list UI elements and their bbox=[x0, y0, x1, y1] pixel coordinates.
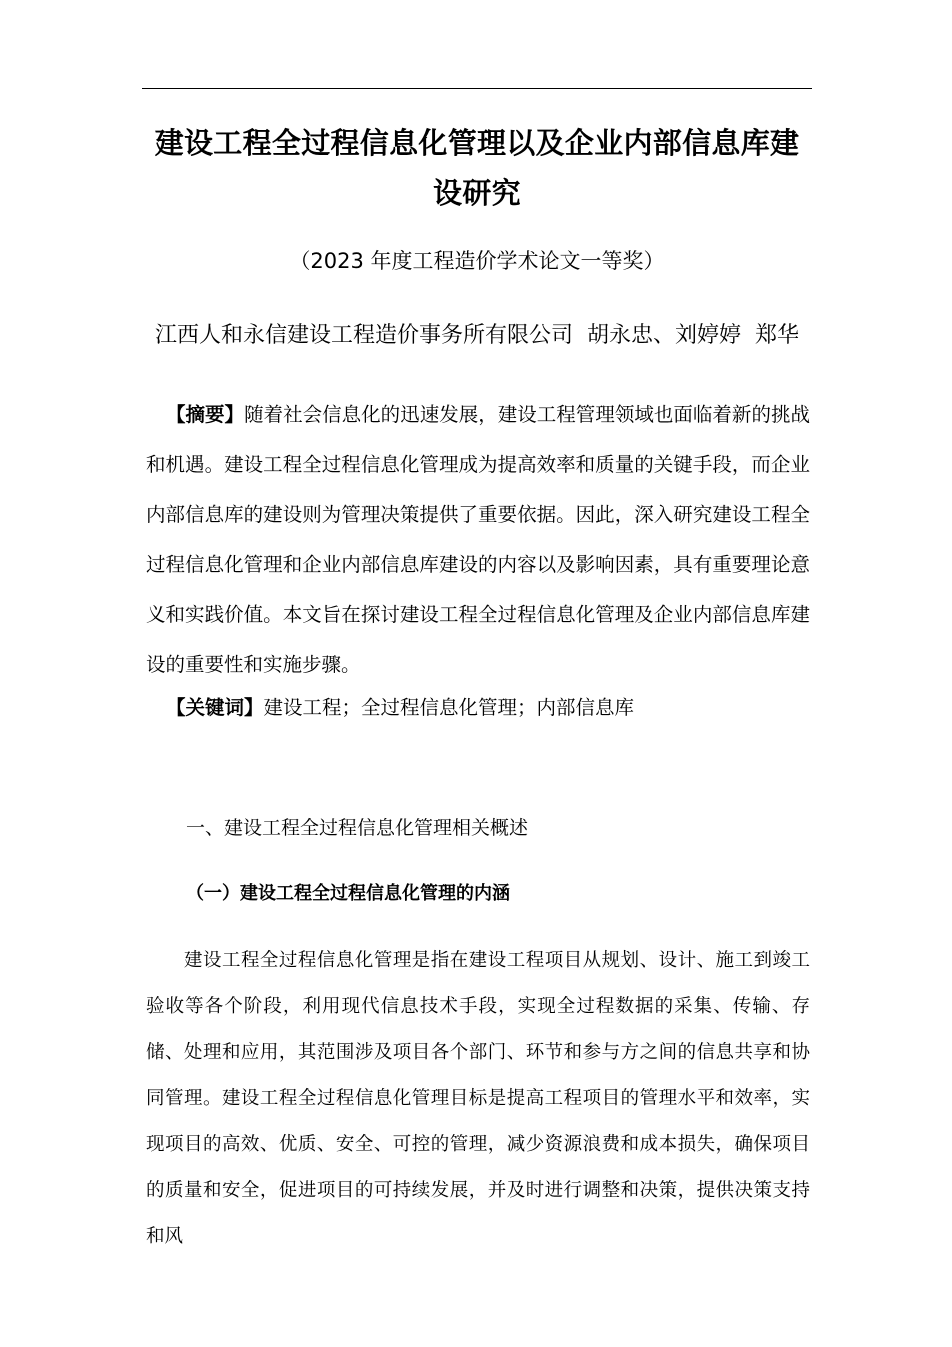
paper-title: 建设工程全过程信息化管理以及企业内部信息库建设研究 bbox=[154, 126, 800, 210]
author-names: 江西人和永信建设工程造价事务所有限公司 胡永忠、刘婷婷 郑华 bbox=[155, 323, 799, 348]
keywords-label: 【关键词】 bbox=[166, 696, 264, 719]
section-heading: 一、建设工程全过程信息化管理相关概述 bbox=[186, 817, 529, 839]
header-rule bbox=[142, 88, 812, 89]
abstract-paragraph bbox=[146, 390, 810, 690]
award-subtitle: （2023 年度工程造价学术论文一等奖） bbox=[289, 249, 665, 273]
abstract-text: 随着社会信息化的迅速发展，建设工程管理领域也面临着新的挑战和机遇。建设工程全过程信息化管理成为提高效率和质量的关键手段，而企业内部信息库的建设则为管理决策提供了重要依据。因此，深入研究建设工程全过程信息化管理和企业内部信息库建设的内容以及影响因素，具有重要理论意义和实践价值。本文旨在探讨建设工程全过程信息化管理及企业内部信息库建设的重要性和实施步骤。 bbox=[146, 403, 810, 676]
author-line bbox=[142, 318, 812, 354]
subsection-heading: （一）建设工程全过程信息化管理的内涵 bbox=[186, 883, 510, 904]
body-paragraph: 建设工程全过程信息化管理是指在建设工程项目从规划、设计、施工到竣工验收等各个阶段，利用现代信息技术手段，实现全过程数据的采集、传输、存储、处理和应用，其范围涉及项目各个部门、环节和参与方之间的信息共享和协同管理。建设工程全过程信息化管理目标是提高工程项目的管理水平和效率，实现项目的高效、优质、安全、可控的管理，减少资源浪费和成本损失，确保项目的质量和安全，促进项目的可持续发展，并及时进行调整和决策，提供决策支持和风 bbox=[146, 950, 810, 1247]
keywords-text: 建设工程；全过程信息化管理；内部信息库 bbox=[263, 696, 635, 719]
keywords-paragraph bbox=[146, 688, 810, 728]
abstract-label: 【摘要】 bbox=[166, 403, 245, 426]
